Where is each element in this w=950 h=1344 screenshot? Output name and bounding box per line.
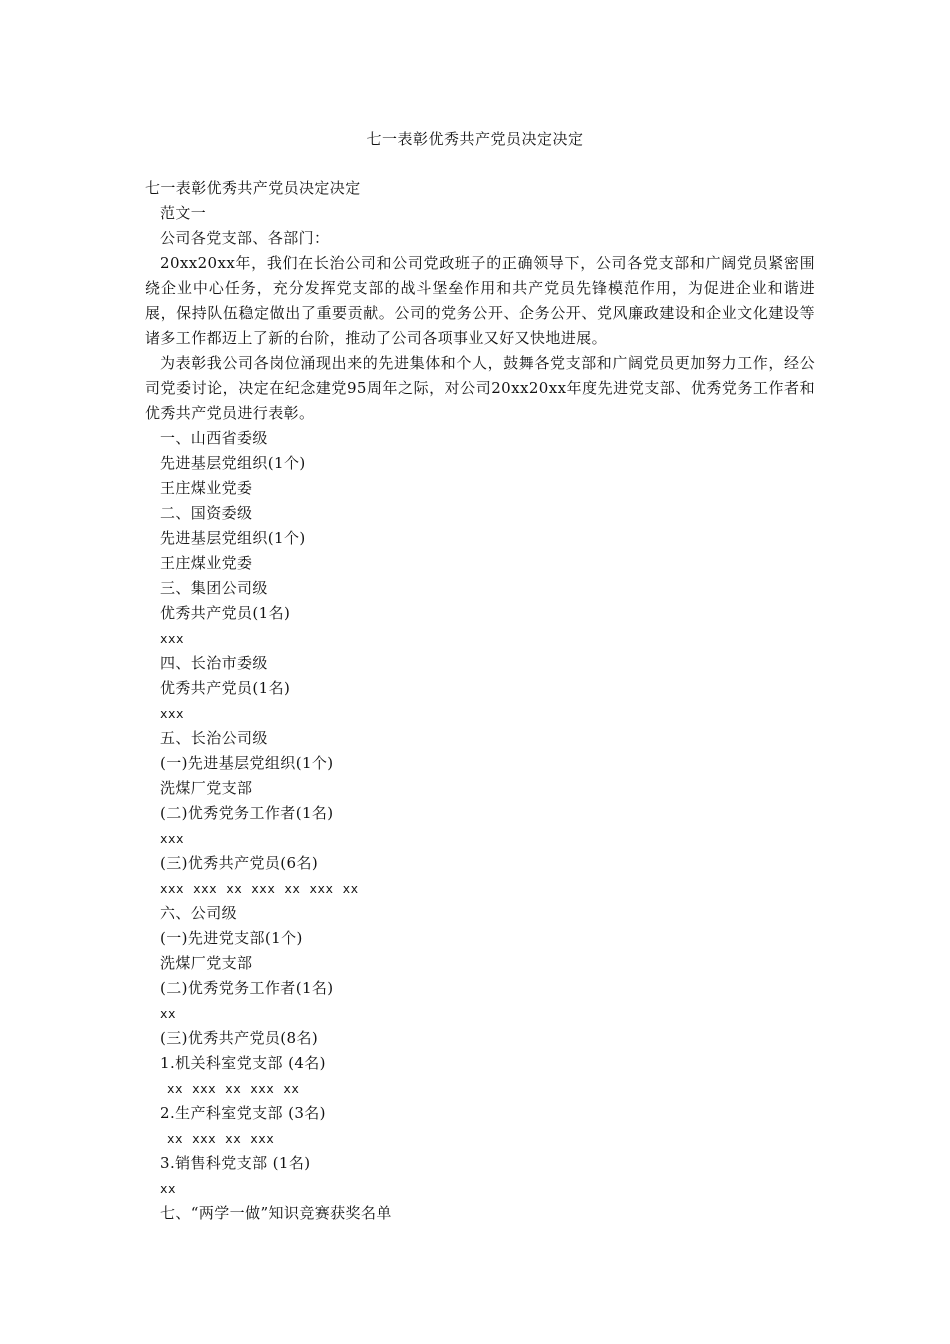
section-heading: 六、公司级 bbox=[160, 904, 238, 922]
salutation: 公司各党支部、各部门： bbox=[160, 229, 330, 247]
award-category: 优秀共产党员(1名) bbox=[160, 604, 291, 622]
award-category: 先进基层党组织(1个) bbox=[160, 529, 306, 547]
paragraph: 20xx20xx年，我们在长治公司和公司党政班子的正确领导下，公司各党支部和广阔党员紧密围绕企业中心任务，充分发挥党支部的战斗堡垒作用和共产党员先锋模范作用，为促进企业和谐进展，保持队伍稳定做出了重要贡献。公司的党务公开、企务公开、党风廉政建设和企业文化建设等诸多工作都迈上了新的台阶，推动了公司各项事业又好又快地进展。 bbox=[145, 254, 815, 347]
award-recipient: xx bbox=[160, 1181, 177, 1196]
section-heading: 七、“两学一做”知识竞赛获奖名单 bbox=[160, 1204, 392, 1222]
award-recipient: 洗煤厂党支部 bbox=[160, 954, 253, 972]
section-heading: 五、长治公司级 bbox=[160, 729, 268, 747]
award-recipient: xx xxx xx xxx bbox=[167, 1131, 275, 1146]
sample-label: 范文一 bbox=[160, 204, 207, 222]
award-recipient: 王庄煤业党委 bbox=[160, 554, 253, 572]
section-heading: 一、山西省委级 bbox=[160, 429, 268, 447]
award-recipient: xxx xxx xx xxx xx xxx xx bbox=[160, 881, 359, 896]
award-recipient: 洗煤厂党支部 bbox=[160, 779, 253, 797]
award-category: (二)优秀党务工作者(1名) bbox=[160, 804, 334, 822]
paragraph: 为表彰我公司各岗位涌现出来的先进集体和个人，鼓舞各党支部和广阔党员更加努力工作，经公司党委讨论，决定在纪念建党95周年之际，对公司20xx20xx年度先进党支部、优秀党务工作者和优秀共产党员进行表彰。 bbox=[145, 354, 815, 422]
award-category: 优秀共产党员(1名) bbox=[160, 679, 291, 697]
award-recipient: xxx bbox=[160, 706, 185, 721]
branch-heading: 3.销售科党支部 (1名) bbox=[160, 1154, 311, 1172]
branch-heading: 2.生产科室党支部 (3名) bbox=[160, 1104, 326, 1122]
award-recipient: xx bbox=[160, 1006, 177, 1021]
section-heading: 三、集团公司级 bbox=[160, 579, 268, 597]
award-category: (一)先进基层党组织(1个) bbox=[160, 754, 334, 772]
award-recipient: xx xxx xx xxx xx bbox=[167, 1081, 300, 1096]
award-category: 先进基层党组织(1个) bbox=[160, 454, 306, 472]
section-heading: 四、长治市委级 bbox=[160, 654, 268, 672]
award-category: (三)优秀共产党员(8名) bbox=[160, 1029, 319, 1047]
document-title: 七一表彰优秀共产党员决定决定 bbox=[366, 130, 584, 148]
branch-heading: 1.机关科室党支部 (4名) bbox=[160, 1054, 326, 1072]
document-body bbox=[145, 176, 815, 1226]
section-heading: 二、国资委级 bbox=[160, 504, 253, 522]
document-heading: 七一表彰优秀共产党员决定决定 bbox=[145, 179, 361, 197]
award-category: (三)优秀共产党员(6名) bbox=[160, 854, 319, 872]
award-recipient: xxx bbox=[160, 631, 185, 646]
award-category: (二)优秀党务工作者(1名) bbox=[160, 979, 334, 997]
award-recipient: xxx bbox=[160, 831, 185, 846]
award-recipient: 王庄煤业党委 bbox=[160, 479, 253, 497]
award-category: (一)先进党支部(1个) bbox=[160, 929, 303, 947]
